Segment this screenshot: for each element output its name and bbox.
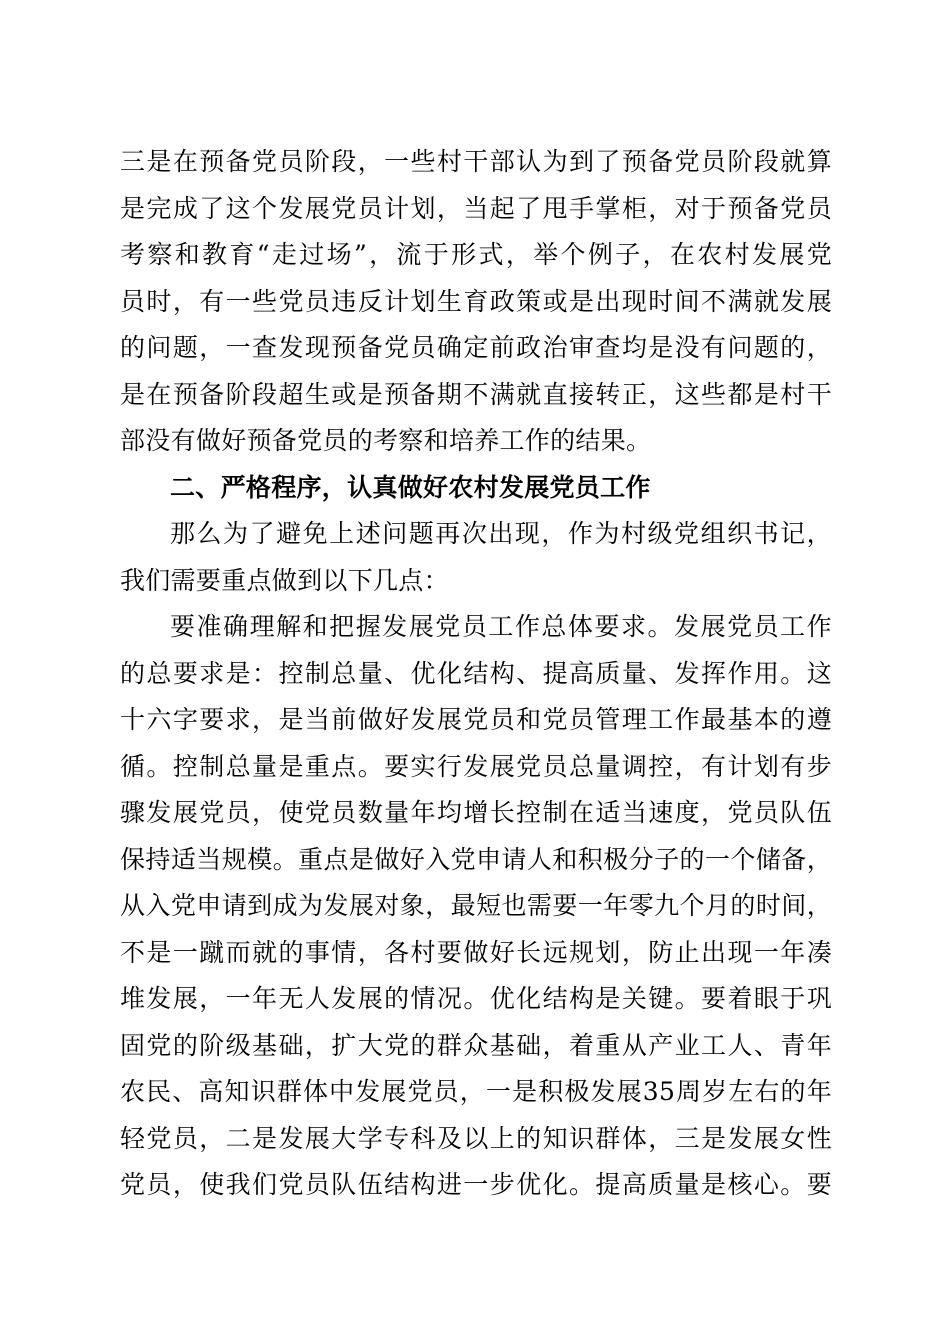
paragraph-line: 不是一蹴而就的事情，各村要做好长远规划，防止出现一年凑 (120, 938, 832, 967)
paragraph-line: 骤发展党员，使党员数量年均增长控制在适当速度，党员队伍 (120, 798, 832, 827)
paragraph-line: 是在预备阶段超生或是预备期不满就直接转正，这些都是村干 (120, 380, 832, 409)
paragraph-line: 从入党申请到成为发展对象，最短也需要一年零九个月的时间， (120, 891, 832, 920)
paragraph-line: 的问题，一查发现预备党员确定前政治审查均是没有问题的， (120, 333, 832, 362)
paragraph-line: 十六字要求，是当前做好发展党员和党员管理工作最基本的遵 (120, 705, 832, 734)
paragraph-line: 固党的阶级基础，扩大党的群众基础，着重从产业工人、青年 (120, 1031, 832, 1060)
section-heading: 二、严格程序，认真做好农村发展党员工作 (170, 473, 651, 502)
paragraph-line: 循。控制总量是重点。要实行发展党员总量调控，有计划有步 (120, 752, 832, 781)
paragraph-line: 我们需要重点做到以下几点： (120, 566, 449, 595)
paragraph-line: 是完成了这个发展党员计划，当起了甩手掌柜，对于预备党员 (120, 194, 832, 223)
paragraph-line: 农民、高知识群体中发展党员，一是积极发展35周岁左右的年 (120, 1077, 832, 1106)
paragraph-line: 三是在预备党员阶段，一些村干部认为到了预备党员阶段就算 (120, 147, 832, 176)
paragraph-line: 员时，有一些党员违反计划生育政策或是出现时间不满就发展 (120, 287, 832, 316)
paragraph-line: 那么为了避免上述问题再次出现，作为村级党组织书记， (170, 519, 832, 548)
paragraph-line: 要准确理解和把握发展党员工作总体要求。发展党员工作 (170, 612, 832, 641)
paragraph-line: 考察和教育“走过场”，流于形式，举个例子，在农村发展党 (120, 240, 832, 269)
paragraph-line: 保持适当规模。重点是做好入党申请人和积极分子的一个储备， (120, 845, 832, 874)
paragraph-line: 堆发展，一年无人发展的情况。优化结构是关键。要着眼于巩 (120, 984, 832, 1013)
paragraph-line: 轻党员，二是发展大学专科及以上的知识群体，三是发展女性 (120, 1124, 832, 1153)
paragraph-line: 部没有做好预备党员的考察和培养工作的结果。 (120, 426, 652, 455)
paragraph-line: 党员，使我们党员队伍结构进一步优化。提高质量是核心。要 (120, 1170, 832, 1199)
paragraph-line: 的总要求是：控制总量、优化结构、提高质量、发挥作用。这 (120, 659, 832, 688)
